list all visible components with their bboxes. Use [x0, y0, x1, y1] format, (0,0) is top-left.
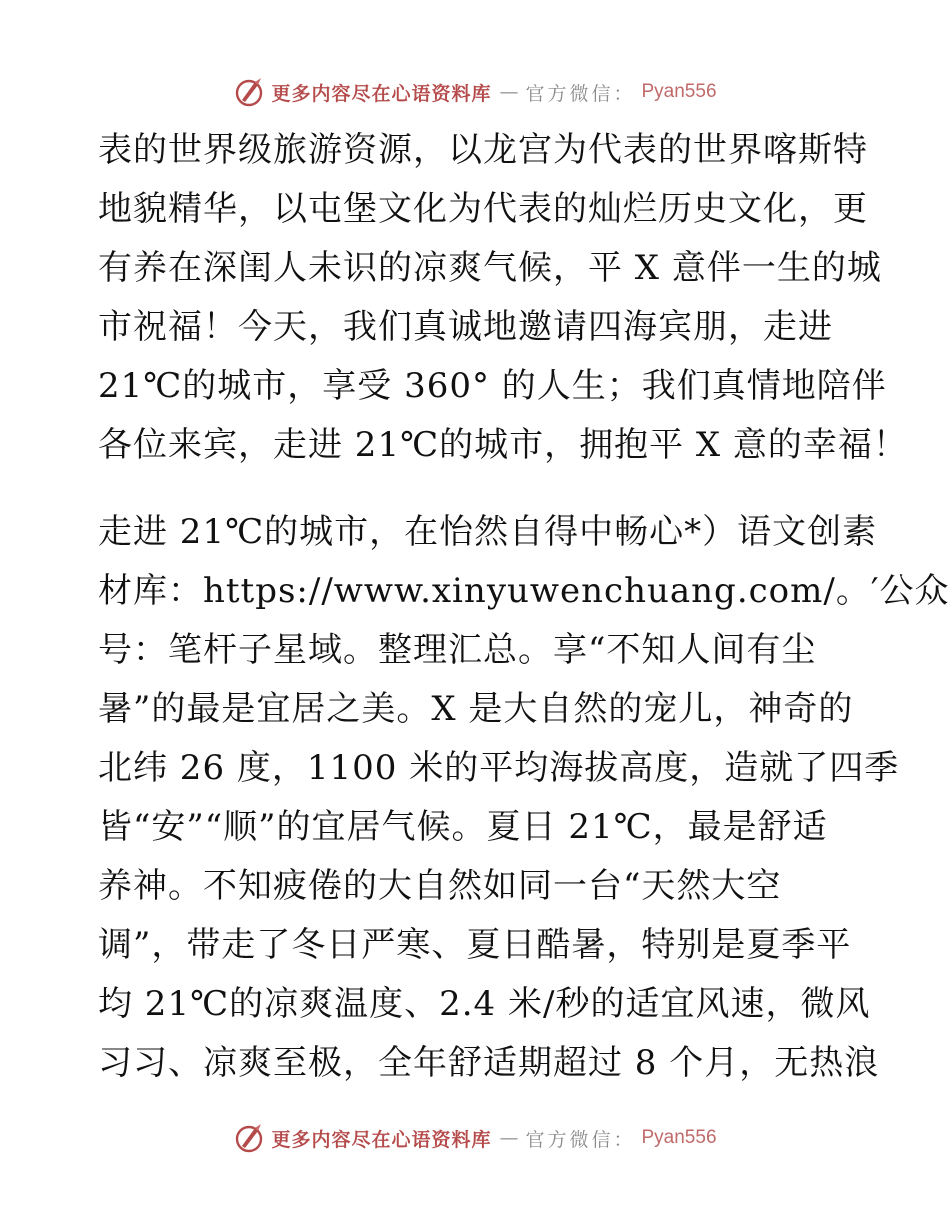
text-line: 北纬 26 度，1100 米的平均海拔高度，造就了四季	[98, 748, 900, 788]
text-line: 各位来宾，走进 21℃的城市，拥抱平 X 意的幸福！	[98, 425, 908, 465]
text-line: 有养在深闺人未识的凉爽气候，平 X 意伴一生的城	[98, 248, 882, 288]
text-line: 养神。不知疲倦的大自然如同一台“天然大空	[98, 866, 782, 906]
header-separator: —	[499, 81, 518, 103]
paragraph-2	[98, 503, 950, 1093]
footer-banner	[0, 1118, 950, 1158]
footer-separator: —	[499, 1127, 518, 1149]
footer-site-text: 更多内容尽在心语资料库	[271, 1128, 492, 1151]
header-wechat-label: 官方微信：	[525, 82, 636, 105]
text-line: 调”，带走了冬日严寒、夏日酷暑，特别是夏季平	[98, 925, 852, 965]
header-wechat-handle: Pyan556	[641, 81, 717, 102]
paragraph-spacer	[98, 475, 878, 503]
text-line: 习习、凉爽至极，全年舒适期超过 8 个月，无热浪	[98, 1043, 880, 1083]
footer-wechat-label: 官方微信：	[525, 1128, 636, 1151]
header-banner	[0, 72, 950, 112]
text-line: 地貌精华，以屯堡文化为代表的灿烂历史文化，更	[98, 189, 868, 229]
text-line: 表的世界级旅游资源，以龙宫为代表的世界喀斯特	[98, 130, 868, 170]
quill-logo-icon	[233, 1122, 265, 1154]
text-line: 21℃的城市，享受 360° 的人生；我们真情地陪伴	[98, 366, 887, 406]
header-site-text: 更多内容尽在心语资料库	[271, 82, 492, 105]
text-line: 均 21℃的凉爽温度、2.4 米/秒的适宜风速，微风	[98, 984, 871, 1024]
text-line: 走进 21℃的城市，在怡然自得中畅心*）语文创素	[98, 512, 878, 552]
text-line: 皆“安”“顺”的宜居气候。夏日 21℃，最是舒适	[98, 807, 828, 847]
paragraph-1	[98, 121, 908, 475]
text-line: 暑”的最是宜居之美。X 是大自然的宠儿，神奇的	[98, 689, 854, 729]
text-line: 号：笔杆子星域。整理汇总。享“不知人间有尘	[98, 630, 817, 670]
document-body	[98, 121, 950, 1093]
footer-wechat-handle: Pyan556	[641, 1127, 717, 1148]
text-line: 市祝福！今天，我们真诚地邀请四海宾朋，走进	[98, 307, 833, 347]
quill-logo-icon	[233, 76, 265, 108]
text-line: 材库：https://www.xinyuwenchuang.com/。′公众	[98, 571, 950, 611]
